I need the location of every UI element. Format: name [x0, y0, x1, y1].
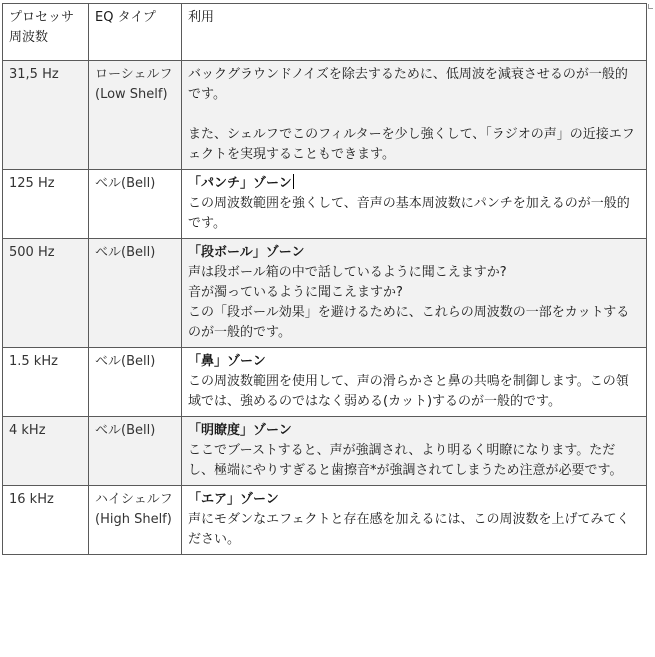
usage-line: この「段ボール効果」を避けるために、これらの周波数の一部をカットするのが一般的です。	[188, 305, 630, 340]
table-row	[3, 348, 647, 417]
table-row	[3, 239, 647, 348]
usage-line: 音が濁っているように聞こえますか?	[188, 285, 403, 300]
usage-line: この周波数範囲を使用して、声の滑らかさと鼻の共鳴を制御します。この領域では、強めるのではなく弱める(カット)するのが一般的です。	[188, 374, 629, 409]
usage-cell[interactable]	[182, 239, 647, 348]
eq-type-cell[interactable]: ベル(Bell)	[89, 170, 182, 239]
header-usage[interactable]: 利用	[182, 4, 647, 61]
frequency-cell[interactable]: 16 kHz	[3, 486, 89, 555]
eq-type-cell[interactable]: ベル(Bell)	[89, 417, 182, 486]
table-row	[3, 61, 647, 170]
zone-title: 「エア」ゾーン	[188, 492, 279, 507]
usage-line: ここでブーストすると、声が強調され、より明るく明瞭になります。ただし、極端にやりすぎると歯擦音*が強調されてしまうため注意が必要です。	[188, 443, 623, 478]
frequency-cell[interactable]: 125 Hz	[3, 170, 89, 239]
usage-cell[interactable]	[182, 417, 647, 486]
zone-title: 「段ボール」ゾーン	[188, 245, 305, 260]
usage-line: また、シェルフでこのフィルターを少し強くして、「ラジオの声」の近接エフェクトを実現することもできます。	[188, 127, 635, 162]
eq-frequency-table	[2, 3, 647, 555]
zone-title: 「鼻」ゾーン	[188, 354, 266, 369]
frequency-cell[interactable]: 31,5 Hz	[3, 61, 89, 170]
usage-line: バックグラウンドノイズを除去するために、低周波を減衰させるのが一般的です。	[188, 67, 628, 102]
zone-title: 「明瞭度」ゾーン	[188, 423, 292, 438]
zone-title	[188, 174, 640, 194]
header-frequency[interactable]: プロセッサ周波数	[3, 4, 89, 61]
table-row	[3, 486, 647, 555]
usage-cell[interactable]	[182, 486, 647, 555]
header-eq-type[interactable]: EQ タイプ	[89, 4, 182, 61]
usage-cell[interactable]	[182, 348, 647, 417]
frequency-cell[interactable]: 500 Hz	[3, 239, 89, 348]
table-header-row	[3, 4, 647, 61]
usage-line: この周波数範囲を強くして、音声の基本周波数にパンチを加えるのが一般的です。	[188, 196, 630, 231]
paragraph-gap	[188, 105, 640, 125]
usage-cell[interactable]	[182, 61, 647, 170]
table-row	[3, 417, 647, 486]
table-row	[3, 170, 647, 239]
eq-type-cell[interactable]: ハイシェルフ(High Shelf)	[89, 486, 182, 555]
table-move-handle[interactable]	[648, 4, 653, 9]
eq-type-cell[interactable]: ベル(Bell)	[89, 239, 182, 348]
text-cursor	[293, 174, 294, 189]
usage-cell[interactable]	[182, 170, 647, 239]
zone-title-text: 「パンチ」ゾーン	[188, 176, 292, 191]
eq-type-cell[interactable]: ベル(Bell)	[89, 348, 182, 417]
eq-type-cell[interactable]: ローシェルフ(Low Shelf)	[89, 61, 182, 170]
frequency-cell[interactable]: 4 kHz	[3, 417, 89, 486]
frequency-cell[interactable]: 1.5 kHz	[3, 348, 89, 417]
usage-line: 声にモダンなエフェクトと存在感を加えるには、この周波数を上げてみてください。	[188, 512, 630, 547]
usage-line: 声は段ボール箱の中で話しているように聞こえますか?	[188, 265, 507, 280]
